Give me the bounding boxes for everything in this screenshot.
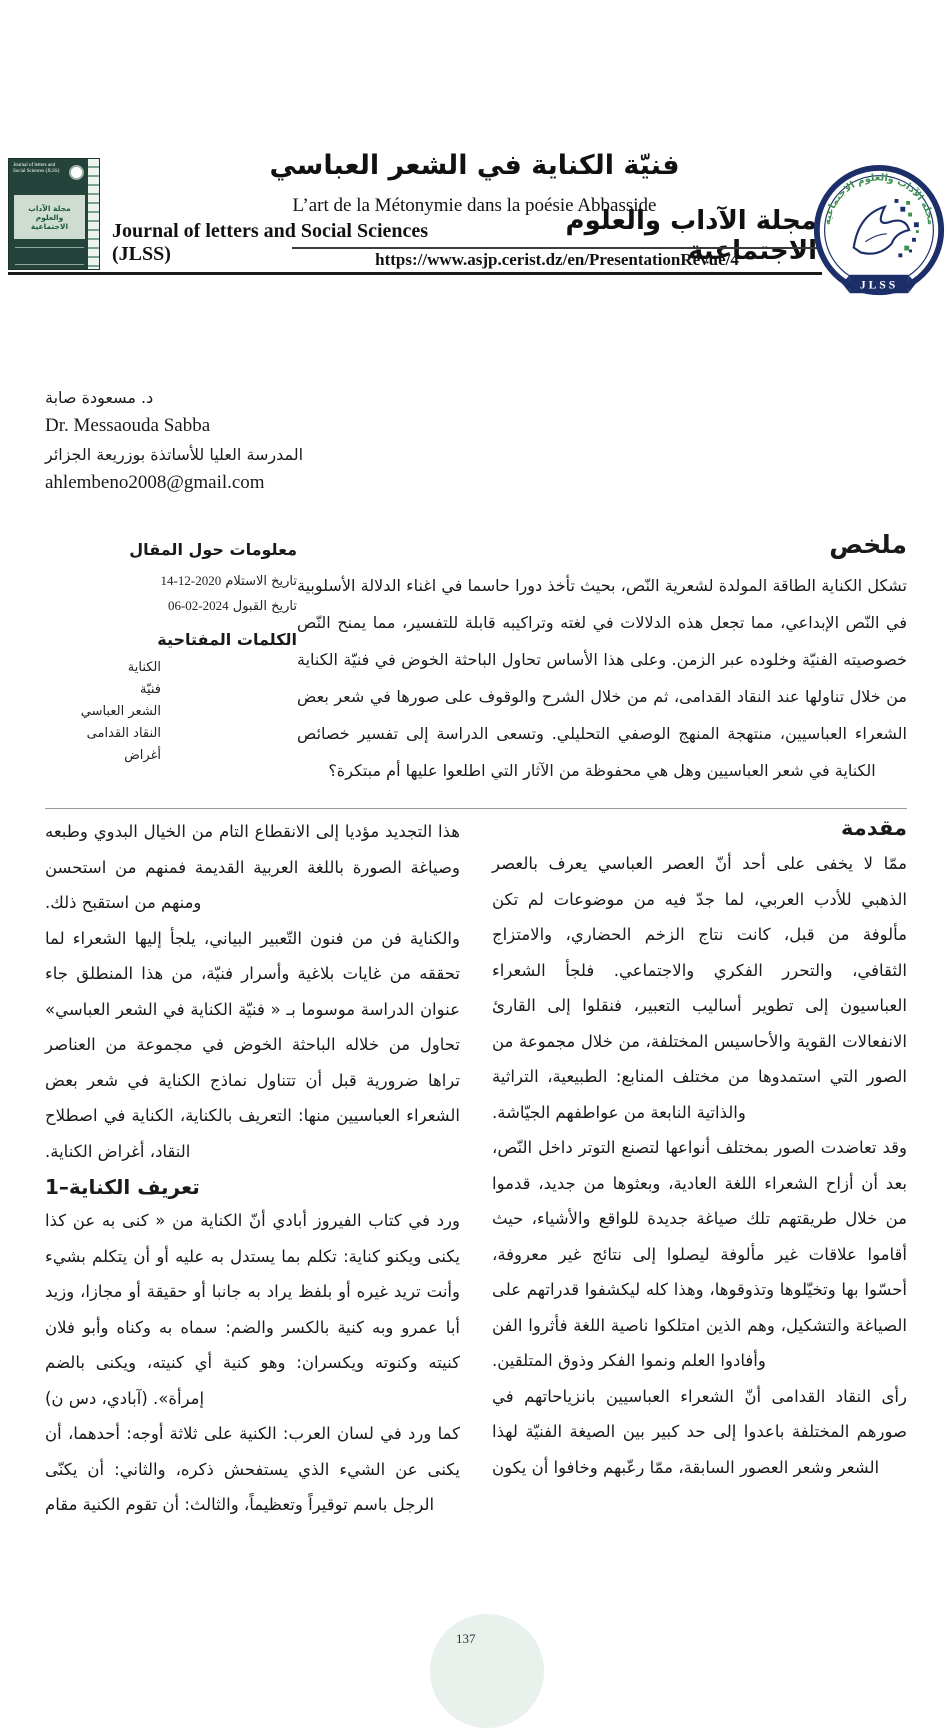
body-paragraph: والكناية فن من فنون التّعبير البياني، يلجأ إليها الشعراء لما تحققه من غايات بلاغية وأسرار فنيّة، من هذا المنطلق جاء عنوان الدراسة موسوما بـ « فنيّة الكناية في الشعر العباسي» تحاول من خلاله الباحثة الخوض في مجموعة من العناصر تراها ضرورية قبل أن تتناول نماذج الكناية في شعر بعض الشعراء العباسيين منها: التعريف بالكناية، الكناية في اصطلاح النقاد، أغراض الكناية.: [45, 928, 460, 1161]
keywords-heading: الكلمات المفتاحية: [157, 630, 297, 649]
abstract-heading: ملخص: [829, 530, 907, 559]
header-rule-thin: [292, 247, 822, 249]
received-date: 2020-12-14: [160, 573, 222, 588]
article-page: [0, 150, 949, 1682]
accepted-label: تاريخ القبول: [232, 599, 297, 614]
abstract-block: [297, 530, 907, 789]
keyword-item: النقاد القدامى: [86, 726, 161, 741]
abstract-text: تشكل الكناية الطاقة المولدة لشعرية النّص، بحيث تأخذ دورا حاسما في اغناء الدلالة الأسلوبية في النّص الإبداعي، مما تجعل هذه الدلالات في لغته وتراكيبه قابلة للتفسير، مما يمنح النّص خصوصيته الفنيّة وخلوده عبر الزمن. وعلى هذا الأساس تحاول الباحثة الخوض في فنيّة الكناية من خلال تناولها عند النقاد القدامى، ثم من خلال الشرح والوقوف على صورها في شعر بعض الشعراء العباسيين، منتهجة المنهج الوصفي التحليلي. وتسعى الدراسة إلى تفسير خصائص الكناية في شعر العباسيين وهل هي محفوظة من الآثار التي اطلعوا عليها أم مبتكرة؟: [297, 576, 907, 780]
body-paragraph: ممّا لا يخفى على أحد أنّ العصر العباسي يعرف بالعصر الذهبي للأدب العربي، لما جدّ فيه من موضوعات لم تكن مألوفة من قبل، كانت نتاج الزخم الحضاري، والامتزاج الثقافي، والتحرر الفكري والاجتماعي. فلجأ الشعراء العباسيون إلى تطوير أساليب التعبير، فنقلوا إلى القارئ الانفعالات القوية والأحاسيس المختلفة، من خلال مجموعة من الصور التي استمدوها من مختلف المنابع: الطبيعية، التراثية والذاتية النابعة من عواطفهم الجيّاشة.: [492, 854, 907, 1122]
cover-title-ar: مجلة الآداب والعلوم الاجتماعية: [28, 203, 71, 231]
logo-arc-text: مجلة الآداب والعلوم الاجتماعية: [821, 172, 937, 226]
article-title-ar: فنيّة الكناية في الشعر العباسي: [269, 150, 680, 181]
page-number: 137: [456, 1631, 476, 1646]
cover-footer-lines: [15, 247, 84, 265]
received-label: تاريخ الاستلام: [225, 574, 297, 589]
journal-url-link[interactable]: https://www.asjp.cerist.dz/en/PresentationRevue/4: [375, 250, 739, 269]
keyword-item: الشعر العباسي: [80, 704, 161, 719]
received-date-row: [45, 573, 297, 589]
body-paragraph: كما ورد في لسان العرب: الكنية على ثلاثة أوجه: أحدهما، أن يكنى عن الشيء الذي يستفحش ذكره، والثاني: أن يكنّى الرجل باسم توقيراً وتعظيماً، والثالث: أن تقوم الكنية مقام: [45, 1424, 460, 1514]
journal-cover-thumbnail: [8, 158, 100, 270]
page-number-badge: [430, 1614, 544, 1728]
keyword-item: فنيّة: [139, 682, 161, 697]
journal-logo: [811, 152, 947, 314]
cover-emblem-icon: [69, 165, 84, 180]
keyword-item: أغراض: [124, 748, 161, 763]
body-paragraph: وقد تعاضدت الصور بمختلف أنواعها لتصنع التوتر داخل النّص، بعد أن أزاح الشعراء اللغة العادية، وبعثوها من جديد، قدموا من خلال طريقتهم تلك صياغة جديدة للواقع والأشياء، حيث أقاموا علاقات غير مألوفة ليصلوا إلى نتائج غير معروفة، أحسّوا بها وتخيّلوها وتذوقوها، وهذا كله ليكشفوا قدراتهم على الصياغة والتشكيل، وهم الذين امتلكوا ناصية اللغة فأثروا الفن وأفادوا العلم ونموا الفكر وذوق المتلقين.: [492, 1138, 907, 1370]
journal-header: [0, 150, 949, 320]
author-name-ar: د. مسعودة صابة: [45, 388, 154, 407]
logo-label: JLSS: [859, 278, 899, 292]
section-divider: [45, 808, 907, 809]
article-info-heading: معلومات حول المقال: [129, 540, 297, 559]
cover-side-stripe: [88, 159, 99, 269]
keyword-item: الكناية: [127, 660, 161, 675]
accepted-date-row: [45, 598, 297, 614]
accepted-date: 2024-02-06: [167, 598, 229, 613]
author-email-link[interactable]: ahlembeno2008@gmail.com: [45, 472, 265, 493]
author-block: [45, 388, 303, 502]
body-columns: [45, 814, 907, 1523]
abstract-section: [45, 530, 907, 789]
cover-title-en: Journal of letters and Social Sciences (JLSS): [13, 163, 60, 174]
journal-name-ar: مجلة الآداب والعلوم الاجتماعية: [565, 206, 817, 266]
article-title-fr: L’art de la Métonymie dans la poésie Abbasside: [292, 195, 657, 216]
header-rule-thick: [8, 272, 822, 275]
keywords-list: [45, 657, 201, 767]
body-column-left: [45, 814, 460, 1523]
body-column-right: [492, 814, 907, 1523]
body-paragraph: رأى النقاد القدامى أنّ الشعراء العباسيين بانزياحاتهم في صورهم المختلفة باعدوا إلى حد كبير بين الصيغة الفنيّة لهذا الشعر وشعر العصور السابقة، ممّا رعّبهم وخافوا أن يكون: [492, 1386, 907, 1477]
body-paragraph: هذا التجديد مؤديا إلى الانقطاع التام من الخيال البدوي وطبعه وصياغة الصورة باللغة العربية القديمة فمنهم من استحسن ومنهم من استقبح ذلك.: [45, 822, 460, 912]
introduction-heading: مقدمة: [841, 816, 907, 840]
body-paragraph: ورد في كتاب الفيروز أبادي أنّ الكناية من « كنى به عن كذا يكنى ويكنو كناية: تكلم بما يستدل به عليه أو أن يتكلم بشيء وأنت تريد غيره أو بلفظ يراد به جانبا أو حقيقة أو مجازا، وزيد أبا عمرو وبه كنية بالكسر والضم: سماه به وكناه وأبو فلان كنيته وكنوته ويكسران: وهو كنية أي كنيته، ويكنى بالضم إمرأة». (آبادي، دس ن): [45, 1211, 460, 1408]
definition-section-heading: 1–تعريف الكناية: [45, 1175, 200, 1199]
article-info-panel: [45, 530, 297, 789]
logo-banner: [842, 275, 916, 293]
journal-name-en: Journal of letters and Social Sciences (JLSS): [112, 220, 429, 265]
author-name-en: Dr. Messaouda Sabba: [45, 415, 211, 436]
cover-title-ar-box: [14, 195, 85, 239]
author-affiliation: المدرسة العليا للأساتذة بوزريعة الجزائر: [45, 445, 304, 464]
